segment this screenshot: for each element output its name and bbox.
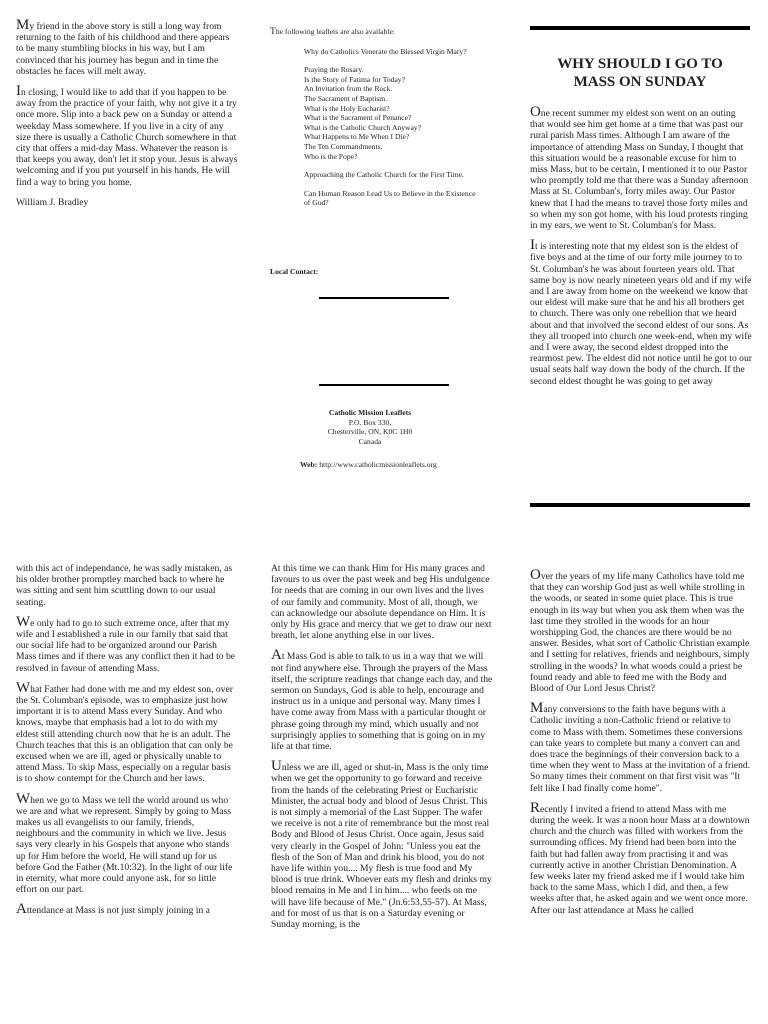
leaflet-title: What is the Catholic Church Anyway? — [304, 122, 422, 132]
leaflet-title: The Sacrament of Baptism. — [304, 93, 388, 103]
panel-5 — [271, 563, 493, 939]
leaflet-title: The Ten Commandments. — [304, 141, 383, 151]
leaflet-title: An Invitation from the Rock. — [304, 84, 393, 94]
paragraph: Unless we are ill, aged or shut-in, Mass is the only time when we get the opportunity to go forward and receive from the hands of the celebrating Priest or Eucharistic Minister, the actual body and blood of Jesus Christ. This is not simply a memorial of the Last Supper. The wafer we receive is not a rite of remembrance but the most real Body and Blood of Jesus Christ. Once again, Jesus said very clearly in the Gospel of John: "Unless you eat the flesh of the Son of Man and drink his blood, you do not have life within you.... My flesh is true food and My blood is true drink. Whoever eats my flesh and drinks my blood remains in Me and I in him.... who feeds on me will have life because of Me." (Jn.6:53,55-57). At Mass, and for most of us that is on a Saturday evening or Sunday morning, is the — [271, 758, 492, 931]
paragraph: At this time we can thank Him for His many graces and favours to us over the past week and beg His undulgence for needs that are coming in our own lives and the lives of our family and community. Most of all, though, we can acknowledge our absolute dependance on Him. It is only by His grace and mercy that we get to draw our next breath, let alone anything else in our lives. — [271, 563, 492, 642]
page-title: WHY SHOULD I GO TO MASS ON SUNDAY — [557, 56, 723, 90]
leaflet-title: Who is the Pope? — [304, 151, 358, 161]
panel-3 — [530, 104, 752, 396]
top-rule — [530, 26, 750, 30]
bottom-rule — [530, 503, 750, 507]
panel-6 — [530, 567, 752, 925]
leaflet-title: Praying the Rosary. — [304, 65, 364, 75]
local-contact-label: Local Contact: — [270, 267, 319, 276]
web-line — [300, 460, 490, 470]
paragraph: At Mass God is able to talk to us in a way that we will not find anywhere else. Through the prayers of the Mass itself, the scripture readings that change each day, and the sermon on Sundays, God is able to help, encourage and instruct us in a unique and personal way. Many times I have come away from Mass with a particular thought or phrase going through my mind, which usually and not surprisingly applies to something that is going on in my life at that time. — [271, 647, 493, 753]
leaflet-title: Is the Story of Fatima for Today? — [304, 74, 405, 84]
leaflet-list — [304, 47, 480, 208]
paragraph: What Father had done with me and my eldest son, over the St. Columban's episode, was to emphasize just how important it is to attend Mass every Sunday. And who knows, maybe that emphasis had a lot to do with my eldest still attending church now that he is an adult. The Church teaches that this is an obligation that can only be excused when we are ill, aged or physically unable to attend Mass. To skip Mass, especially on a regular basis is to show contempt for the Church and her laws. — [16, 679, 233, 785]
org-name: Catholic Mission Leaflets — [328, 408, 412, 417]
paragraph: Over the years of my life many Catholics have told me that they can worship God just as well while strolling in the woods, or seated in some quiet place. This is true enough in its way but when you ask them when was the last time they strolled in the woods for an hour worshipping God, the chances are there would be no answer. Besides, what sort of Catholic Christian example and I setting for relatives, friends and neighbours, simply strolling in the woods? In what woods could a priest be found ready and able to feed me with the Body and Blood of Our Lord Jesus Christ? — [530, 567, 750, 695]
web-url[interactable]: http://www.catholicmissionleaflets.org — [319, 460, 437, 469]
paragraph: Many conversions to the faith have beguns with a Catholic inviting a non-Catholic friend or relative to come to Mass with them. Sometimes these conversions can take years to complete but many a convert can and does trace the beginnings of their conversion back to a time when they went to Mass at the invitation of a friend. So many times their comment on that first visit was "It felt like I had finally come home". — [530, 700, 751, 794]
address-line: P.O. Box 330, — [348, 417, 392, 427]
signature: William J. Bradley — [16, 196, 89, 208]
paragraph: In closing, I would like to add that if you happen to be away from the practice of your faith, why not give it a try once more. Slip into a back pew on a Sunday or attend a weekday Mass somewhere. If you live in a city of any size there is usually a Catholic Church somewhere in that city that offers a mid-day Mass. Whatever the reason is that keeps you away, don't let it stop your. Jesus is always welcoming and if you put yourself in his hands, He will find a way to bring you home. — [16, 83, 238, 188]
leaflet-title: Why do Catholics Venerate the Blessed Virgin Mary? — [304, 46, 467, 56]
leaflets-intro: The following leaflets are also available: — [270, 27, 395, 37]
web-label: Web: — [300, 460, 318, 469]
paragraph: My friend in the above story is still a long way from returning to the faith of his childhood and there appears to be many stumbling blocks in his way, but I am convinced that his journey has begun and in time the obstacles he faces will melt away. — [16, 17, 230, 77]
paragraph: It is interesting note that my eldest son is the eldest of five boys and at the time of our forty mile journey to to St. Columban's he was about fourteen years old. That same boy is now nearly nineteen years old and if my wife and I are away from home on the weekend we know that our eldest will make sure that he and his all brothers get to church. There was only one rebellion that we heard about and that involved the second eldest of our sons. As they all trooped into church one week-end, when my wife and I were away, the second eldest dropped into the rearmost pew. The eldest did not notice until he got to our usual seats half way down the body of the church. If the second eldest thought he was going to get away — [530, 237, 752, 387]
paragraph: with this act of independance, he was sadly mistaken, as his older brother promptley marched back to where he was sitting and sent him scuttling down to our usual seating. — [16, 563, 233, 608]
paragraph: When we go to Mass we tell the world around us who we are and what we represent. Simply by going to Mass makes us all evangelists to our family, friends, neighbours and the community in which we live. Jesus says very clearly in his Gospels that anyone who stands up for Him before the world, He will stand up for us before God the Father (Mt.10:32). In the light of our life in eternity, what more could anyone ask, for so little effort on our part. — [16, 790, 233, 896]
address-line: Canada — [358, 436, 382, 446]
address-line: Chesterville, ON, K0C 1H0 — [327, 427, 413, 437]
leaflet-title: Approaching the Catholic Church for the First Time. — [304, 170, 464, 180]
paragraph: One recent summer my eldest son went on an outing that would see him get home at a time that was past our rural parish Mass times. Although I am aware of the importance of attending Mass on Sunday, I thought that this situation would be a reasonable excuse for him to miss Mass, but to be certain, I mentioned it to our Pastor who promptly told me that there was a Sunday afternoon Mass at St. Columban's, forty miles away. Our Pastor knew that I had the means to travel those forty miles and so when my son got home, with his loud protests ringing in my ears, we went to St. Columban's for Mass. — [530, 104, 749, 232]
paragraph: Attendance at Mass is not just simply joining in a — [16, 901, 210, 918]
panel-4 — [16, 563, 238, 926]
leaflet-title: What Happens to Me When I Die? — [304, 132, 410, 142]
contact-block — [270, 408, 470, 446]
paragraph: Recently I invited a friend to attend Mass with me during the week. It was a noon hour Mass at a downtown church and the church was filled with workers from the surrounding offices. My friend had been born into the faith but had fallen away from practising it and was currently active in another Christian Denomination. A few weeks later my friend asked me if I would take him back to the same Mass, which I did, and then, a few weeks after that, he asked again and we went once more. After our last attendance at Mass he called — [530, 799, 750, 916]
divider — [319, 384, 449, 386]
panel-1 — [16, 17, 238, 217]
divider — [319, 297, 449, 299]
leaflet-title: Can Human Reason Lead Us to Believe in the Existence of God? — [304, 188, 476, 208]
panel-2 — [270, 27, 480, 208]
paragraph: We only had to go to such extreme once, after that my wife and I established a rule in our family that said that our social life had to be organized around our Parish Mass times and if there was any conflict then it had to be resolved in favour of attending Mass. — [16, 613, 235, 674]
leaflet-title: What is the Sacrament of Penance? — [304, 113, 412, 123]
leaflet-title: What is the Holy Eucharist? — [304, 103, 390, 113]
